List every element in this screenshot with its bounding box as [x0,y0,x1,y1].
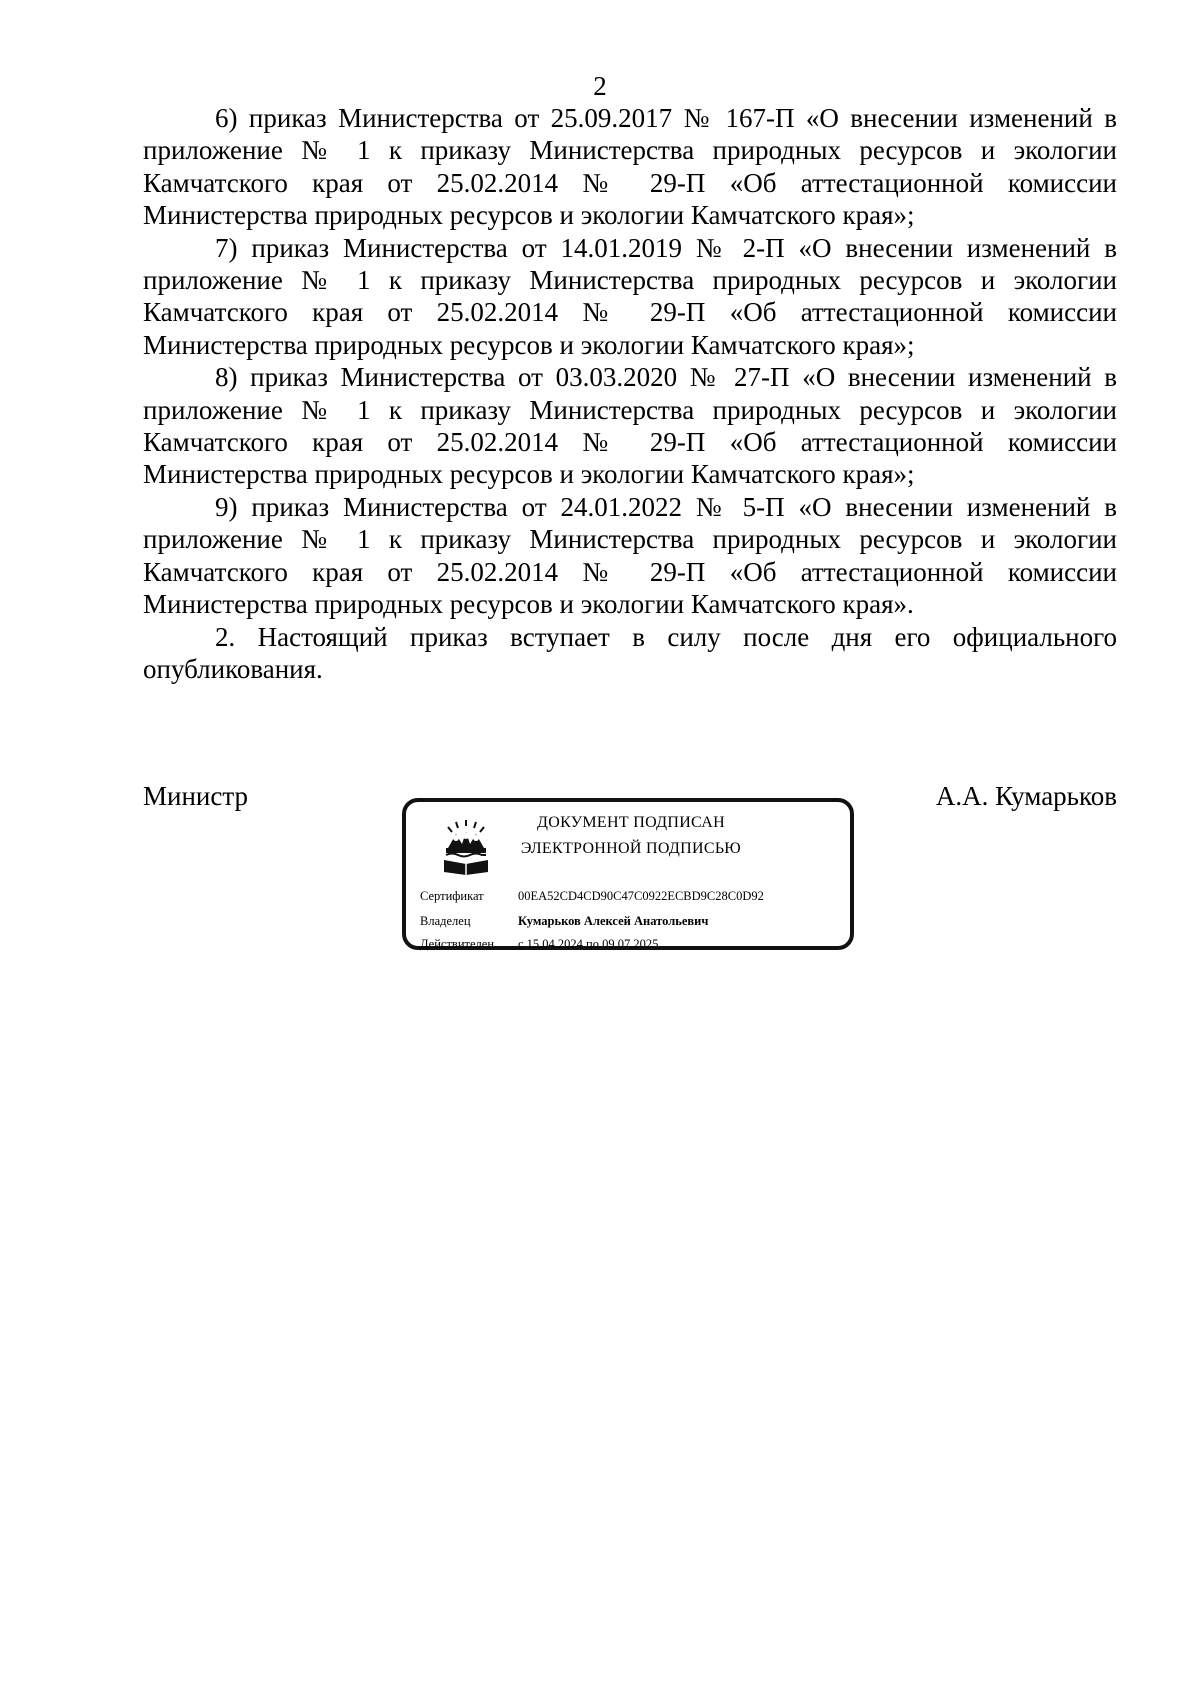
document-body [143,102,1117,685]
paragraph-item-7: 7) приказ Министерства от 14.01.2019 № 2-П «О внесении изменений в приложение № 1 к приказу Министерства природных ресурсов и экологии Камчатского края от 25.02.2014 № 29-П «Об аттестационной комиссии Министерства природных ресурсов и экологии Камчатского края»; [143,232,1117,360]
kamchatka-coat-of-arms-icon [440,818,492,876]
paragraph-clause-2: 2. Настоящий приказ вступает в силу после дня его официального опубликования. [143,621,1117,684]
owner-label: Владелец [420,914,471,928]
stamp-title [496,810,766,862]
paragraph-item-8: 8) приказ Министерства от 03.03.2020 № 27-П «О внесении изменений в приложение № 1 к приказу Министерства природных ресурсов и экологии Камчатского края от 25.02.2014 № 29-П «Об аттестационной комиссии Министерства природных ресурсов и экологии Камчатского края»; [143,362,1117,490]
paragraph-item-9: 9) приказ Министерства от 24.01.2022 № 5-П «О внесении изменений в приложение № 1 к приказу Министерства природных ресурсов и экологии Камчатского края от 25.02.2014 № 29-П «Об аттестационной комиссии Министерства природных ресурсов и экологии Камчатского края». [143,491,1117,620]
stamp-owner-row [420,913,708,929]
stamp-title-line2: ЭЛЕКТРОННОЙ ПОДПИСЬЮ [520,840,742,857]
owner-value: Кумарьков Алексей Анатольевич [518,914,709,928]
signature-block [143,780,1117,960]
validity-value: с 15.04.2024 по 09.07.2025 [518,937,659,951]
paragraph-item-6: 6) приказ Министерства от 25.09.2017 № 167-П «О внесении изменений в приложение № 1 к приказу Министерства природных ресурсов и экологии Камчатского края от 25.02.2014 № 29-П «Об аттестационной комиссии Министерства природных ресурсов и экологии Камчатского края»; [143,103,1117,231]
stamp-certificate-row [420,888,764,904]
signer-position: Министр [143,781,248,811]
stamp-validity-row [420,936,658,952]
signer-name: А.А. Кумарьков [935,781,1117,811]
page-number: 2 [593,71,607,101]
certificate-value: 00EA52CD4CD90C47C0922ECBD9C28C0D92 [518,889,764,903]
stamp-title-line1: ДОКУМЕНТ ПОДПИСАН [537,814,725,831]
certificate-label: Сертификат [420,889,484,903]
electronic-signature-stamp [402,798,854,950]
validity-label: Действителен [420,937,495,951]
